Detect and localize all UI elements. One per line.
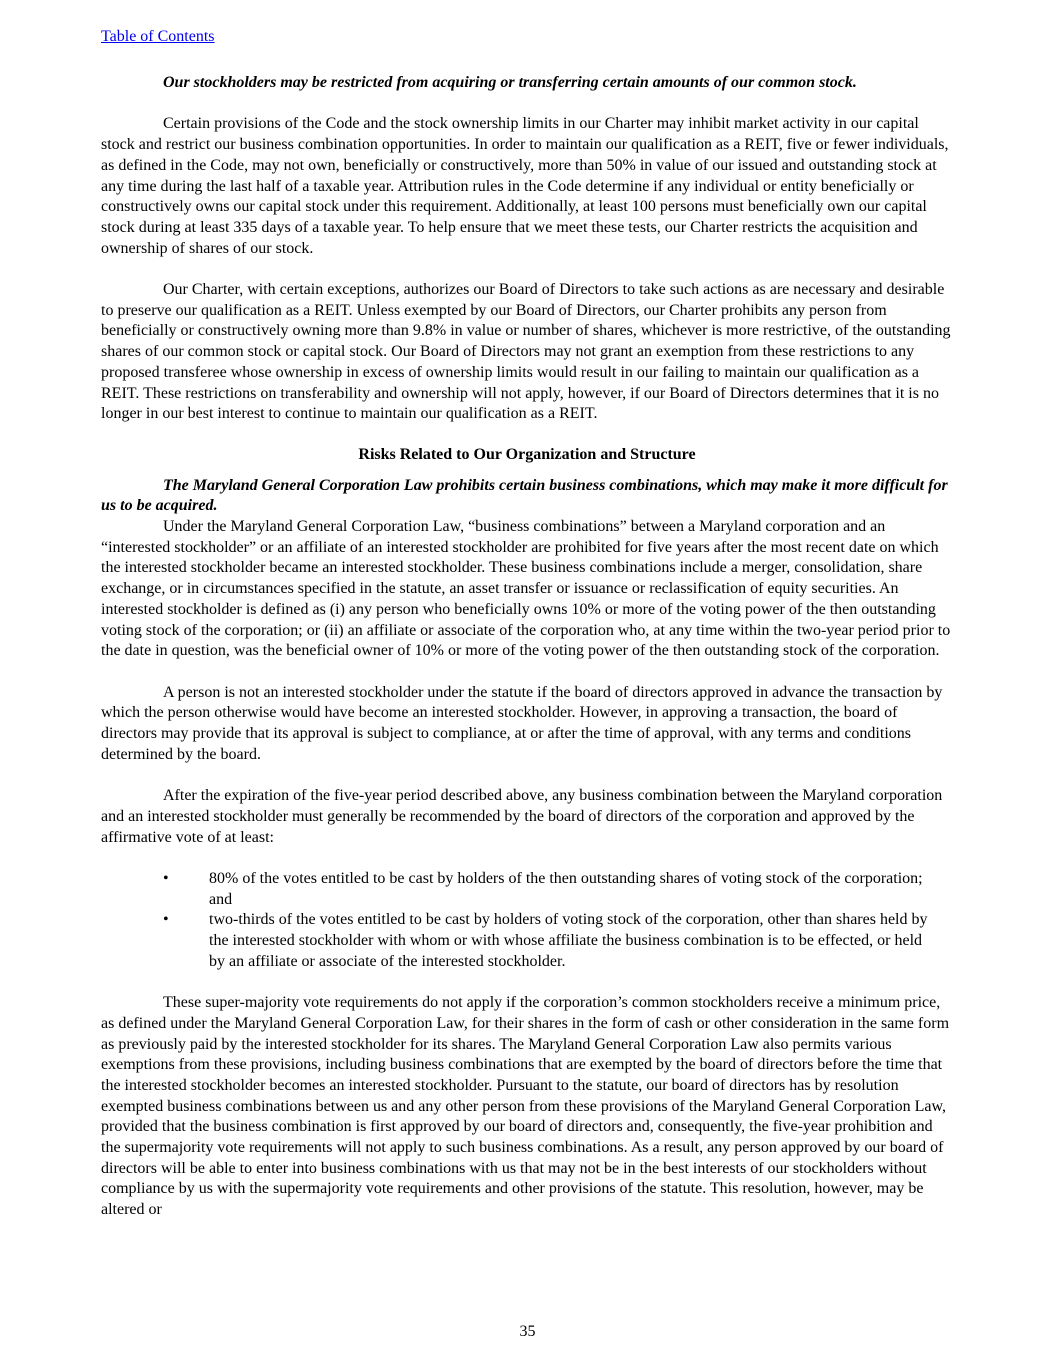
paragraph-code-provisions: Certain provisions of the Code and the stock ownership limits in our Charter may inhibit market activity in our capital stock and restrict our business combination opportunities. In order to maintain our qualification as a REIT, five or fewer individuals, as defined in the Code, may not own, beneficially or constructively, more than 50% in value of our issued and outstanding stock at any time during the last half of a taxable year. Attribution rules in the Code determine if any individual or entity beneficially or constructively owns our capital stock under this requirement. Additionally, at least 100 persons must beneficially own our capital stock during at least 335 days of a taxable year. To help ensure that we meet these tests, our Charter restricts the acquisition and ownership of shares of our stock. — [101, 115, 949, 257]
paragraph-interested-stockholder: A person is not an interested stockholder under the statute if the board of directors approved in advance the transaction by which the person otherwise would have become an interested stockholder. However, in approving a transaction, the board of directors may provide that its approval is subject to compliance, at or after the time of approval, with any terms and conditions determined by the board. — [101, 683, 943, 763]
paragraph-charter-authorization: Our Charter, with certain exceptions, authorizes our Board of Directors to take such actions as are necessary and desirable to preserve our qualification as a REIT. Unless exempted by our Board of Directors, our Charter prohibits any person from beneficially or constructively owning more than 9.8% in value or number of shares, whichever is more restrictive, of the outstanding shares of our common stock or capital stock. Our Board of Directors may not grant an exemption from these restrictions to any proposed transferee whose ownership in excess of ownership limits would result in our failing to maintain our qualification as a REIT. These restrictions on transferability and ownership will not apply, however, if our Board of Directors determines that it is no longer in our best interest to continue to maintain our qualification as a REIT. — [101, 281, 951, 423]
spacer — [101, 94, 953, 115]
spacer — [101, 435, 953, 445]
spacer — [101, 466, 953, 476]
spacer — [101, 765, 953, 786]
page-number: 35 — [519, 1323, 536, 1340]
risk-heading-business-combinations: The Maryland General Corporation Law prohibits certain business combinations, which may make it more difficult for us to be acquired. — [101, 476, 948, 515]
spacer — [101, 259, 953, 280]
paragraph-five-year-expiration: After the expiration of the five-year period described above, any business combination between the Maryland corporation and an interested stockholder must generally be recommended by the board of directors of the corporation and approved by the affirmative vote of at least: — [101, 787, 943, 846]
spacer — [101, 848, 953, 869]
list-item-text: 80% of the votes entitled to be cast by holders of the then outstanding shares of voting stock of the corporation; and — [209, 869, 923, 908]
list-item-text: two-thirds of the votes entitled to be cast by holders of voting stock of the corporation, other than shares held by the interested stockholder with whom or with whose affiliate the business combination is to be effected, or held by an affiliate or associate of the interested stockholder. — [209, 911, 928, 970]
bullet-icon: • — [163, 869, 169, 887]
spacer — [101, 425, 953, 435]
table-of-contents-link[interactable]: Table of Contents — [101, 28, 215, 45]
bullet-icon: • — [163, 911, 169, 929]
risk-heading-stock-transfer: Our stockholders may be restricted from acquiring or transferring certain amounts of our common stock. — [163, 74, 857, 91]
section-title-organization-risks: Risks Related to Our Organization and Structure — [358, 445, 696, 463]
document-body — [101, 73, 953, 1221]
spacer — [101, 662, 953, 683]
vote-requirements-list — [101, 869, 953, 973]
list-item — [101, 869, 953, 910]
spacer — [101, 972, 953, 993]
paragraph-business-combinations: Under the Maryland General Corporation Law, “business combinations” between a Maryland corporation and an “interested stockholder” or an affiliate of an interested stockholder are prohibited for five years after the most recent date on which the interested stockholder became an interested stockholder. These business combinations include a merger, consolidation, share exchange, or in circumstances specified in the statute, an asset transfer or issuance or reclassification of equity securities. An interested stockholder is defined as (i) any person who beneficially owns 10% or more of the voting power of the then outstanding voting stock of the corporation; or (ii) an affiliate or associate of the corporation who, at any time within the two-year period prior to the date in question, was the beneficial owner of 10% or more of the voting power of the then outstanding stock of the corporation. — [101, 518, 951, 660]
paragraph-supermajority-exemptions: These super-majority vote requirements do not apply if the corporation’s common stockholders receive a minimum price, as defined under the Maryland General Corporation Law, for their shares in the form of cash or other consideration in the same form as previously paid by the interested stockholder for its shares. The Maryland General Corporation Law also permits various exemptions from these provisions, including business combinations that are exempted by the board of directors before the time that the interested stockholder becomes an interested stockholder. Pursuant to the statute, our board of directors has by resolution exempted business combinations between us and any other person from these provisions of the Maryland General Corporation Law, provided that the business combination is first approved by our board of directors and, consequently, the five-year prohibition and the supermajority vote requirements will not apply to such business combinations. As a result, any person approved by our board of directors will be able to enter into business combinations with us that may not be in the best interests of our stockholders without compliance by us with the supermajority vote requirements and other provisions of the statute. This resolution, however, may be altered or — [101, 994, 950, 1219]
list-item — [101, 910, 953, 972]
